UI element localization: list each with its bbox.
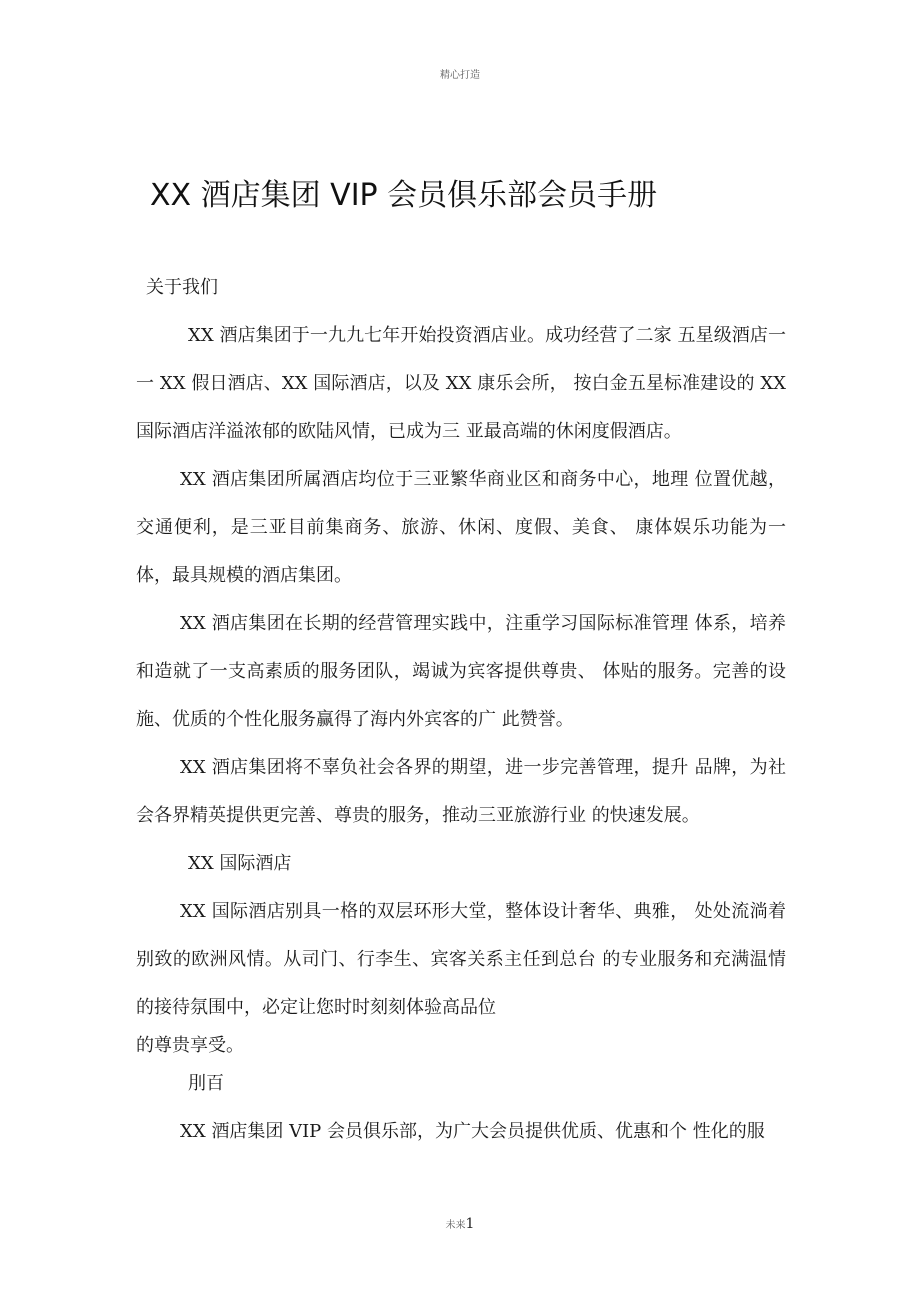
paragraph: XX 酒店集团所属酒店均位于三亚繁华商业区和商务中心，地理 位置优越，交通便利，是三亚目前集商务、旅游、休闲、度假、美食、 康体娱乐功能为一体，最具规模的酒店集团。 [136, 469, 786, 586]
paragraph-hotel: XX 国际酒店别具一格的双层环形大堂，整体设计奢华、典雅， 处处流淌着别致的欧洲风情。从司门、行李生、宾客关系主任到总台 的专业服务和充满温情的接待氛围中，必定让您时时刻刻体验高品位 [136, 901, 786, 1018]
page-footer [0, 1216, 920, 1232]
header-note: 精心打造 [440, 70, 480, 81]
paragraph-hotel-end: 的尊贵享受。 [136, 1035, 244, 1056]
footer-label: 未来 [445, 1220, 466, 1231]
document-title: XX 酒店集团 VIP 会员俱乐部会员手册 [150, 178, 658, 213]
section-heading-about: 关于我们 [146, 277, 218, 298]
document-body [136, 264, 786, 1156]
section-heading-preface: 刖百 [188, 1073, 224, 1094]
paragraph: XX 酒店集团在长期的经营管理实践中，注重学习国际标准管理 体系，培养和造就了一支高素质的服务团队，竭诚为宾客提供尊贵、 体贴的服务。完善的设施、优质的个性化服务赢得了海内外宾客的广 此赞誉。 [136, 613, 786, 730]
page-number: 1 [465, 1216, 475, 1232]
paragraph: XX 酒店集团将不辜负社会各界的期望，进一步完善管理，提升 品牌，为社会各界精英提供更完善、尊贵的服务，推动三亚旅游行业 的快速发展。 [136, 757, 786, 826]
paragraph: XX 酒店集团于一九九七年开始投资酒店业。成功经营了二家 五星级酒店一一 XX 假日酒店、XX 国际酒店，以及 XX 康乐会所， 按白金五星标准建设的 XX 国际酒店洋溢浓郁的欧陆风情，已成为三 亚最高端的休闲度假酒店。 [136, 325, 786, 442]
paragraph-preface: XX 酒店集团 VIP 会员俱乐部，为广大会员提供优质、优惠和个 性化的服 [180, 1121, 765, 1142]
section-heading-hotel: XX 国际酒店 [188, 853, 292, 874]
